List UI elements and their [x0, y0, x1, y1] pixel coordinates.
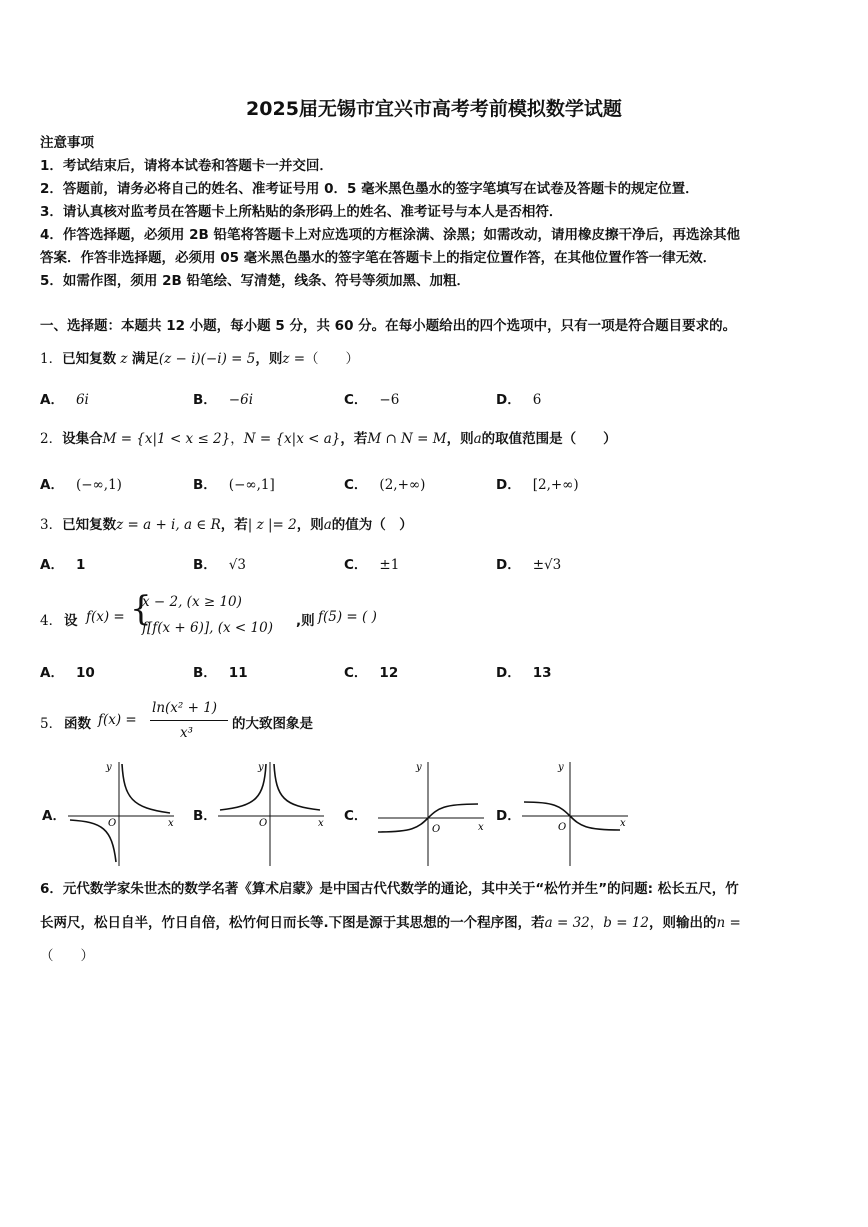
q3-option-a[interactable] [40, 553, 85, 573]
q1-text: 满足 [131, 351, 159, 367]
q5-ask: 的大致图象是 [232, 716, 313, 732]
q3-ask: 的值为（ ） [331, 517, 413, 533]
notice-item: 3．请认真核对监考员在答题卡上所粘贴的条形码上的姓名、准考证号与本人是否相符． [40, 204, 563, 220]
q1-expression: (z − i)(−i) = 5 [158, 351, 256, 367]
q5-numerator: ln(x² + 1) [152, 700, 218, 716]
q2-option-c[interactable] [344, 473, 425, 493]
notice-item: 答案．作答非选择题，必须用 05 毫米黑色墨水的签字笔在答题卡上的指定位置作答，在其他位置作答一律无效． [40, 250, 717, 266]
question-3 [40, 513, 413, 533]
answer-blank: （ ） [305, 351, 360, 367]
question-number: 1． [40, 351, 63, 367]
option-text: 10 [75, 665, 95, 681]
y-axis-label: y [258, 762, 264, 773]
notice-heading: 注意事项 [40, 135, 94, 151]
option-label: C． [344, 557, 368, 573]
q2-var: a [473, 431, 482, 447]
q2-option-a[interactable] [40, 473, 122, 493]
option-text: (−∞,1] [228, 477, 275, 493]
option-label: B． [193, 665, 217, 681]
q2-text: 设集合 [62, 431, 103, 447]
q3-expression: z = a + i, a ∈ R [116, 517, 221, 533]
question-number: 4． [40, 613, 63, 629]
q1-text: ，则 [255, 351, 283, 367]
option-label: B． [193, 392, 217, 408]
notice-item: 1．考试结束后，请将本试卷和答题卡一并交回． [40, 158, 333, 174]
notice-item: 2．答题前，请务必将自己的姓名、准考证号用 0．5 毫米黑色墨水的签字笔填写在试卷及答题卡的规定位置． [40, 181, 699, 197]
option-text: 12 [379, 665, 399, 681]
q3-var: a [323, 517, 332, 533]
option-text: [2,+∞) [532, 477, 579, 493]
q1-option-c[interactable] [344, 388, 399, 408]
option-text: 6 [532, 392, 542, 408]
q2-set-n: N = {x|x < a} [243, 431, 341, 447]
q2-set-m: M = {x|1 < x ≤ 2} [102, 431, 231, 447]
x-axis-label: x [318, 818, 324, 829]
q2-separator: ， [230, 431, 244, 447]
origin-label: O [259, 818, 268, 829]
q6-separator: ， [589, 915, 604, 931]
option-label: B． [193, 557, 217, 573]
q5-denominator: x³ [180, 725, 194, 741]
page-title: 2025届无锡市宜兴市高考考前模拟数学试题 [246, 98, 622, 120]
x-axis-label: x [478, 822, 484, 833]
x-axis-label: x [620, 818, 626, 829]
option-label: A． [40, 392, 64, 408]
option-text: 13 [532, 665, 552, 681]
q6-text: 长两尺，松日自半，竹日自倍，松竹何日而长等.下图是源于其思想的一个程序图，若 [40, 915, 545, 931]
question-2 [40, 427, 617, 447]
option-label: A． [40, 477, 64, 493]
q4-option-c[interactable] [344, 661, 398, 681]
q3-text: ，若 [220, 517, 248, 533]
answer-blank: （ ） [40, 948, 94, 964]
q1-option-b[interactable] [193, 388, 253, 408]
q2-text: ，若 [340, 431, 368, 447]
option-label: B． [193, 477, 217, 493]
q1-ask: z = [282, 351, 306, 367]
q4-option-b[interactable] [193, 661, 248, 681]
option-label: D． [496, 477, 521, 493]
q4-option-d[interactable] [496, 661, 552, 681]
question-number: 5． [40, 716, 63, 732]
q4-case-2: f[f(x + 6)], (x < 10) [142, 620, 273, 636]
q2-text: ，则 [446, 431, 474, 447]
graph-c[interactable] [372, 758, 492, 870]
option-label: A． [40, 557, 64, 573]
question-number: 3． [40, 517, 63, 533]
q3-option-d[interactable] [496, 553, 561, 573]
graph-a[interactable] [62, 758, 182, 870]
graph-c-label[interactable]: C． [344, 808, 368, 824]
option-text: 1 [75, 557, 86, 573]
origin-label: O [432, 824, 441, 835]
notice-item: 4．作答选择题，必须用 2B 铅笔将答题卡上对应选项的方框涂满、涂黑；如需改动，请用橡皮擦干净后，再选涂其他 [40, 227, 740, 243]
origin-label: O [108, 818, 117, 829]
fraction-bar [150, 720, 228, 721]
q4-case-1: x − 2, (x ≥ 10) [142, 594, 242, 610]
option-text: −6 [379, 392, 400, 408]
graph-b-label[interactable]: B． [193, 808, 217, 824]
origin-label: O [558, 822, 567, 833]
notice-item: 5．如需作图，须用 2B 铅笔绘、写清楚，线条、符号等须加黑、加粗． [40, 273, 470, 289]
q5-text: 函数 [64, 716, 91, 732]
graph-a-label[interactable]: A． [42, 808, 66, 824]
option-text: (−∞,1) [75, 477, 122, 493]
q6-b-value: b = 12 [603, 915, 649, 931]
option-label: D． [496, 557, 521, 573]
question-6-line-2 [40, 911, 741, 931]
q6-text: ，则输出的 [648, 915, 717, 931]
option-text: ±√3 [532, 557, 562, 573]
q6-a-value: a = 32 [544, 915, 590, 931]
q4-function: f(x) = [86, 609, 125, 625]
q2-option-d[interactable] [496, 473, 579, 493]
option-text: 6i [75, 392, 89, 408]
y-axis-label: y [416, 762, 422, 773]
question-number: 2． [40, 431, 63, 447]
option-text: √3 [228, 557, 246, 573]
y-axis-label: y [106, 762, 112, 773]
question-1 [40, 347, 359, 367]
q5-function: f(x) = [98, 712, 137, 728]
graph-d[interactable] [516, 758, 636, 870]
option-text: 11 [228, 665, 248, 681]
option-text: ±1 [379, 557, 400, 573]
option-text: −6i [228, 392, 254, 408]
q2-ask: 的取值范围是（ ） [481, 431, 617, 447]
option-label: C． [344, 477, 368, 493]
option-label: D． [496, 665, 521, 681]
q1-var: z [120, 351, 128, 367]
q1-text: 已知复数 [62, 351, 117, 367]
q4-option-a[interactable] [40, 661, 95, 681]
option-label: A． [40, 665, 64, 681]
q1-option-a[interactable] [40, 388, 89, 408]
y-axis-label: y [558, 762, 564, 773]
q4-ask: f(5) = ( ) [318, 609, 377, 625]
option-label: C． [344, 392, 368, 408]
q3-option-b[interactable] [193, 553, 246, 573]
q3-condition: | z |= 2 [247, 517, 297, 533]
q3-text: ，则 [296, 517, 324, 533]
section-heading: 一、选择题：本题共 12 小题，每小题 5 分，共 60 分。在每小题给出的四个选项中，只有一项是符合题目要求的。 [40, 318, 737, 334]
q2-condition: M ∩ N = M [367, 431, 447, 447]
q1-option-d[interactable] [496, 388, 541, 408]
graph-d-label[interactable]: D． [496, 808, 521, 824]
brace-symbol: { [130, 589, 152, 629]
q6-n: n = [716, 915, 741, 931]
q4-text: ,则 [296, 613, 315, 629]
q4-text: 设 [64, 613, 78, 629]
q3-option-c[interactable] [344, 553, 399, 573]
question-6-line-1: 6．元代数学家朱世杰的数学名著《算术启蒙》是中国古代代数学的通论，其中关于“松竹并生”的问题: 松长五尺，竹 [40, 881, 739, 897]
option-label: C． [344, 665, 368, 681]
q2-option-b[interactable] [193, 473, 275, 493]
option-text: (2,+∞) [379, 477, 426, 493]
graph-b[interactable] [212, 758, 332, 870]
option-label: D． [496, 392, 521, 408]
x-axis-label: x [168, 818, 174, 829]
q3-text: 已知复数 [62, 517, 117, 533]
